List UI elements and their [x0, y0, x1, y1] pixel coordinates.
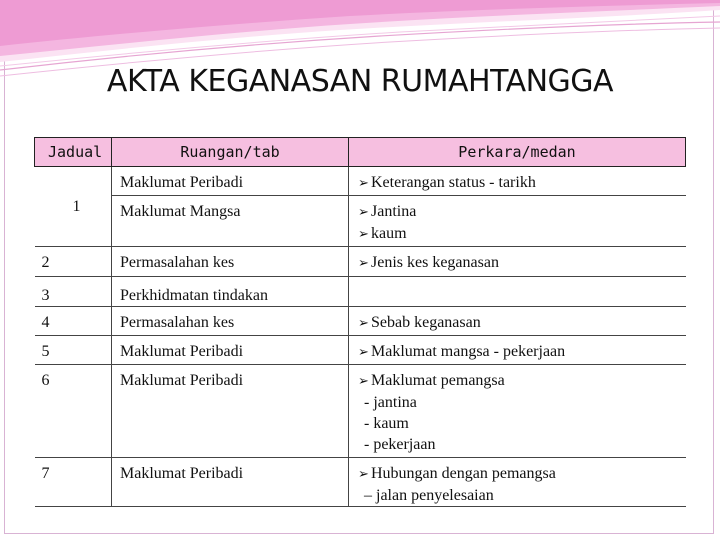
row-number: 1: [35, 167, 112, 247]
table-row: [35, 196, 686, 247]
sub-item: - jantina: [364, 394, 417, 411]
arrow-bullet-icon: ➢: [358, 374, 369, 389]
tab-cell: Maklumat Mangsa: [112, 196, 349, 247]
row-number: 3: [35, 277, 112, 307]
field-cell: ➢ Jantina ➢ kaum: [349, 196, 686, 247]
tab-cell: Perkhidmatan tindakan: [112, 277, 349, 307]
table-row: [35, 458, 686, 507]
column-header-perkara: Perkara/medan: [349, 138, 686, 167]
row-number: 5: [35, 336, 112, 365]
row-number: 7: [35, 458, 112, 507]
sub-item: - kaum: [364, 415, 409, 432]
field-cell: ➢ Hubungan dengan pemangsa – jalan penyelesaian: [349, 458, 686, 507]
arrow-bullet-icon: ➢: [358, 227, 369, 242]
row-number: 4: [35, 307, 112, 336]
tab-cell: Permasalahan kes: [112, 307, 349, 336]
row-number: 6: [35, 365, 112, 458]
field-cell: ➢ Keterangan status - tarikh: [349, 167, 686, 196]
table-row: [35, 307, 686, 336]
field-cell: ➢ Jenis kes keganasan: [349, 247, 686, 277]
sub-item: - pekerjaan: [364, 436, 436, 453]
field-cell: ➢ Maklumat pemangsa - jantina - kaum - pekerjaan: [349, 365, 686, 458]
column-header-ruangan: Ruangan/tab: [112, 138, 349, 167]
sub-item: – jalan penyelesaian: [364, 487, 494, 504]
table-header-row: [35, 138, 686, 167]
table-row: [35, 365, 686, 458]
arrow-bullet-icon: ➢: [358, 205, 369, 220]
tab-cell: Maklumat Peribadi: [112, 167, 349, 196]
tab-cell: Maklumat Peribadi: [112, 336, 349, 365]
field-cell: ➢ Sebab keganasan: [349, 307, 686, 336]
arrow-bullet-icon: ➢: [358, 256, 369, 271]
field-cell-empty: [349, 277, 686, 307]
table-row: [35, 336, 686, 365]
page-title: AKTA KEGANASAN RUMAHTANGGA: [106, 64, 614, 99]
data-table: [34, 137, 686, 507]
tab-cell: Permasalahan kes: [112, 247, 349, 277]
table-row: [35, 277, 686, 307]
arrow-bullet-icon: ➢: [358, 176, 369, 191]
column-header-jadual: Jadual: [35, 138, 112, 167]
tab-cell: Maklumat Peribadi: [112, 458, 349, 507]
arrow-bullet-icon: ➢: [358, 467, 369, 482]
row-number: 2: [35, 247, 112, 277]
tab-cell: Maklumat Peribadi: [112, 365, 349, 458]
arrow-bullet-icon: ➢: [358, 345, 369, 360]
table-row: [35, 247, 686, 277]
arrow-bullet-icon: ➢: [358, 316, 369, 331]
field-cell: ➢ Maklumat mangsa - pekerjaan: [349, 336, 686, 365]
table-row: [35, 167, 686, 196]
